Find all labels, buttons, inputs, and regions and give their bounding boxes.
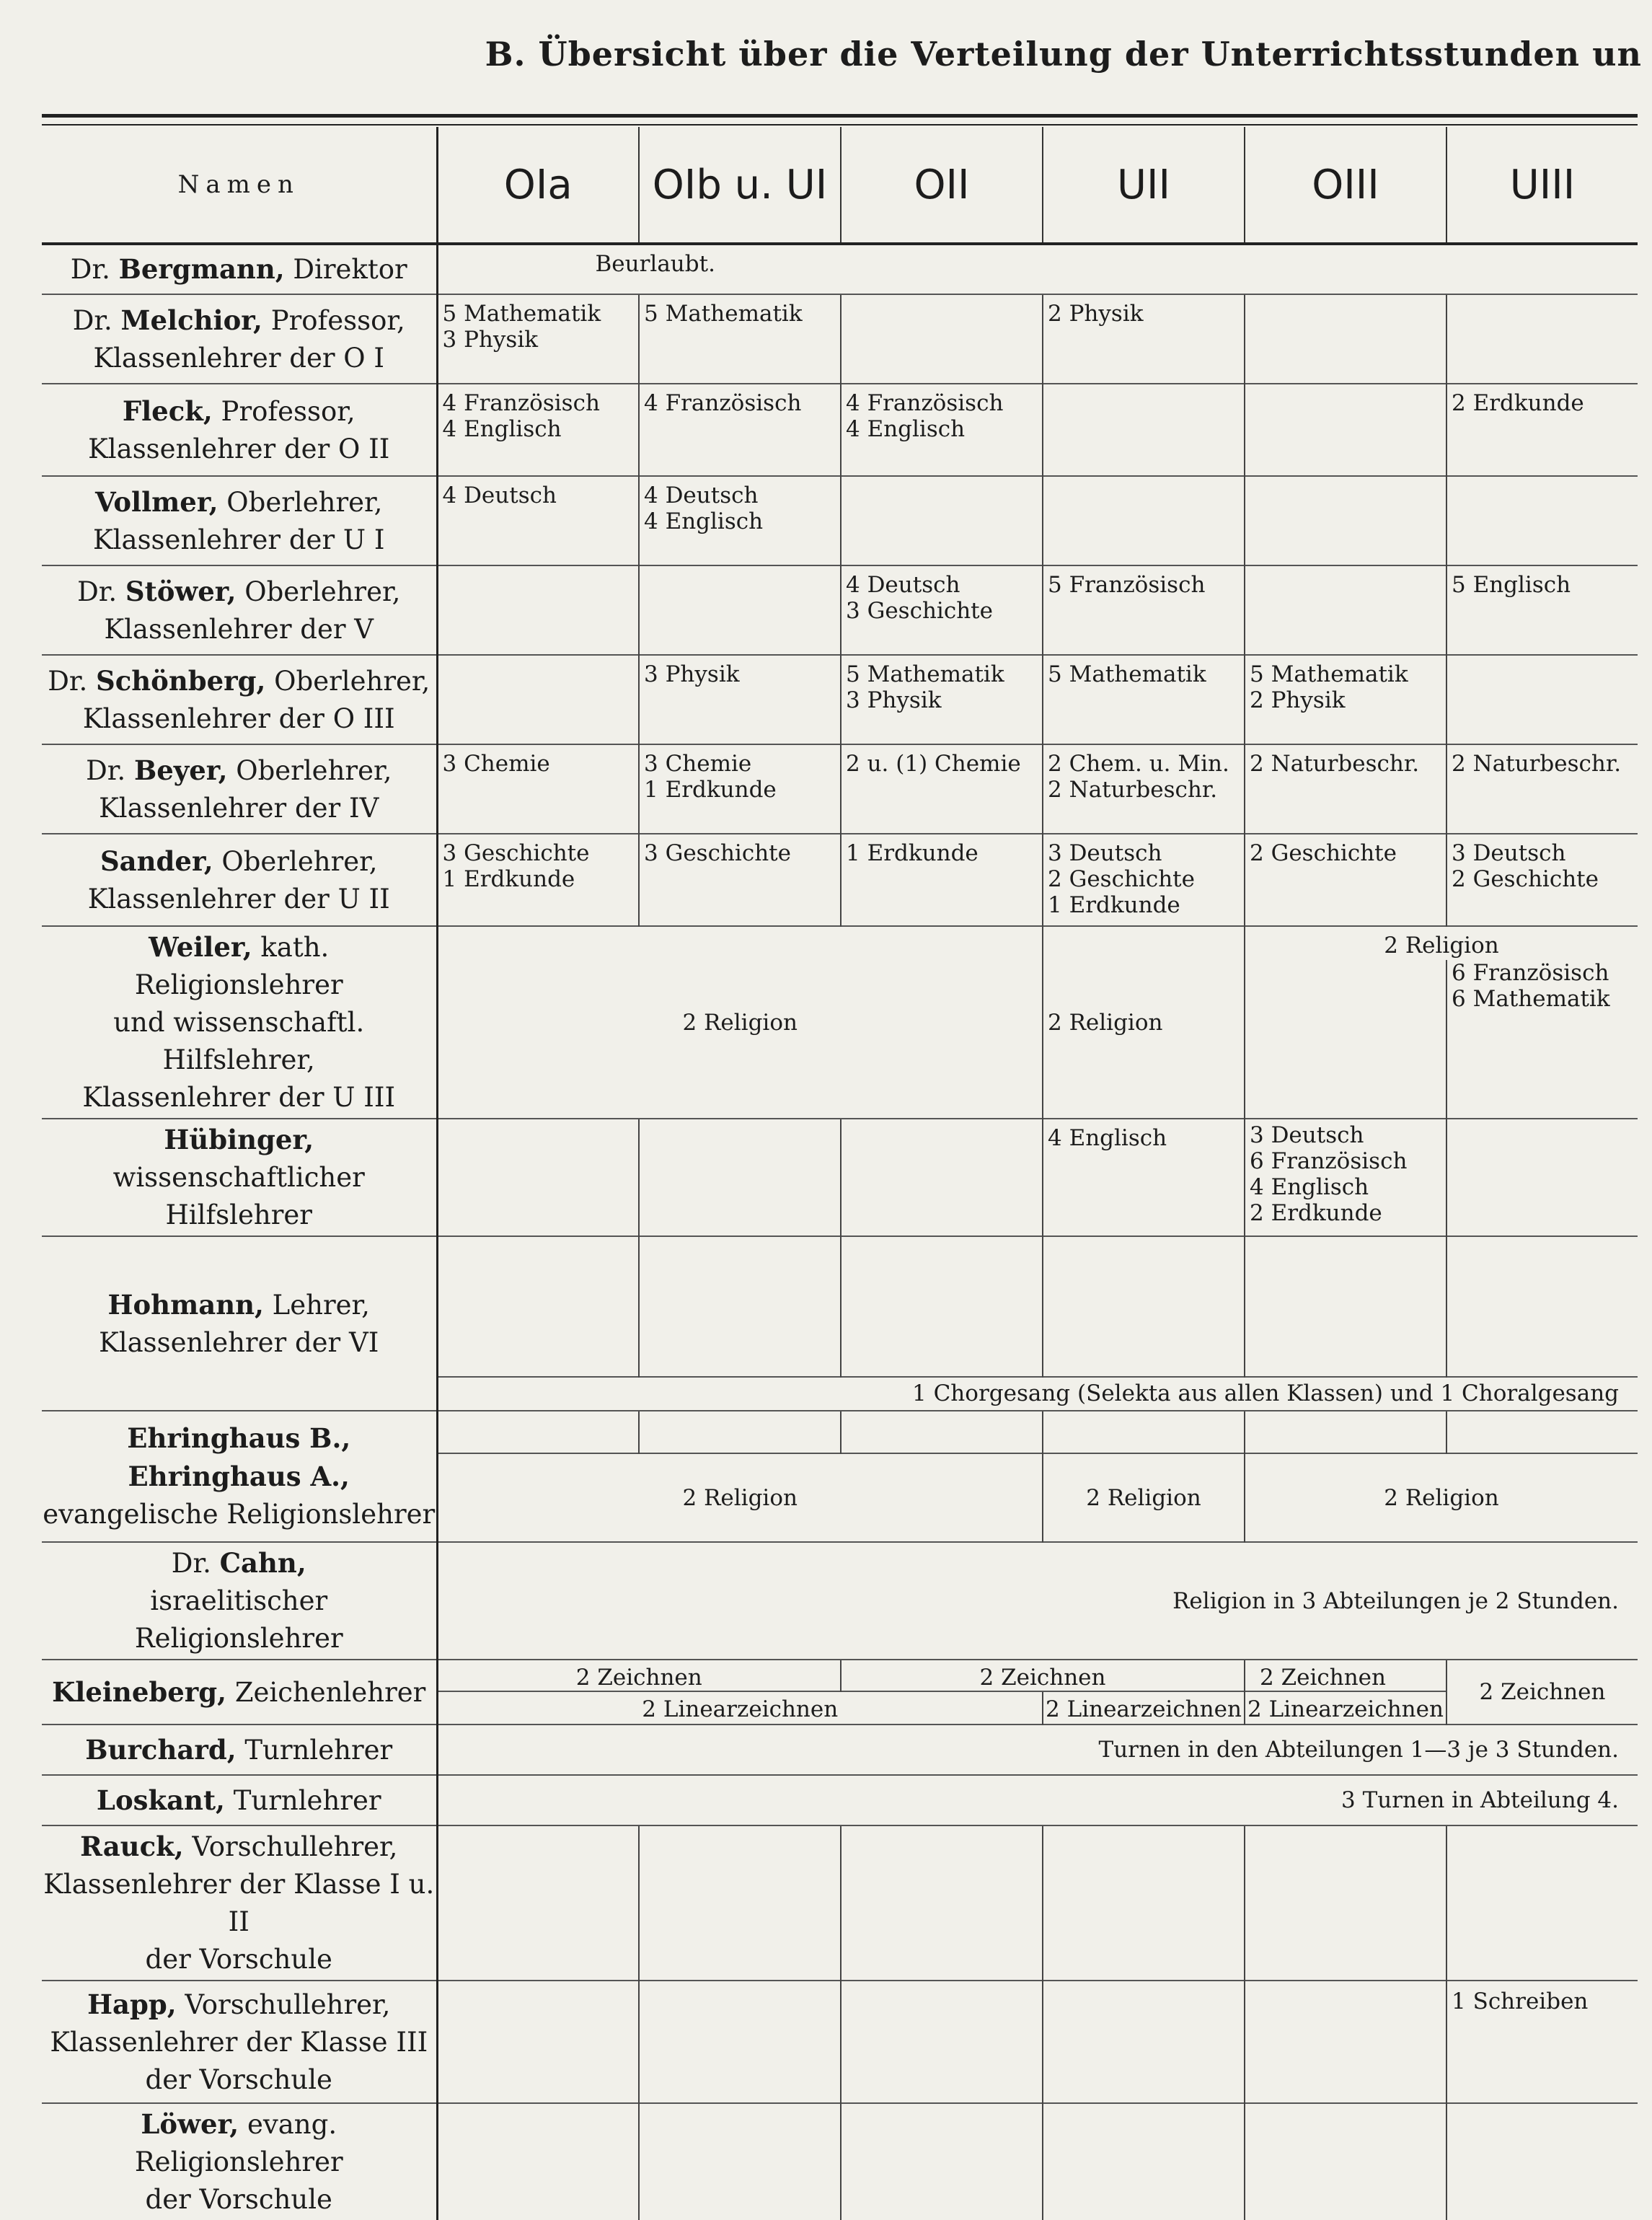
table-row [42, 1542, 1638, 1660]
cell-oia [437, 655, 639, 744]
cell-oib [639, 1981, 841, 2103]
ehringhaus-religion-oia-oii: 2 Religion [437, 1453, 1043, 1542]
teacher-surname: Rauck, [80, 1831, 184, 1862]
cell-oii [841, 1825, 1043, 1981]
ehringhaus-religion-uii: 2 Religion [1043, 1453, 1245, 1542]
teacher-surname: Stöwer, [125, 575, 237, 607]
teacher-loewer: Löwer, evang. Religionslehrer der Vorschule [42, 2103, 437, 2220]
cell-oia: 3 Chemie [437, 744, 639, 834]
cell-uii [1043, 476, 1245, 565]
cell-oii [841, 1119, 1043, 1236]
cell-oia [437, 1411, 639, 1453]
table-row [42, 1411, 1638, 1453]
cahn-religion: Religion in 3 Abteilungen je 2 Stunden. [437, 1542, 1638, 1660]
table-row [42, 1119, 1638, 1236]
teacher-surname: Hohmann, [107, 1288, 264, 1321]
cell-uiii [1446, 1119, 1638, 1236]
cell-uiii: 5 Englisch [1446, 565, 1638, 655]
cell-oiii [1245, 565, 1446, 655]
cell-oia [437, 1981, 639, 2103]
teacher-ehringhaus: Ehringhaus B., Ehringhaus A., evangelische Religionslehrer [42, 1411, 437, 1542]
cell-uiii [1446, 1236, 1638, 1377]
page-title: B. Übersicht über die Verteilung der Unterrichtsstunden un [485, 35, 1642, 74]
teacher-fleck: Fleck, Professor, Klassenlehrer der O II [42, 384, 437, 476]
cell-oib: 3 Geschichte [639, 834, 841, 926]
cell-uiii: 2 Naturbeschr. [1446, 744, 1638, 834]
teacher-rauck: Rauck, Vorschullehrer, Klassenlehrer der Klasse I u. II der Vorschule [42, 1825, 437, 1981]
teacher-kleineberg: Kleineberg, Zeichenlehrer [42, 1660, 437, 1725]
table-row [42, 1981, 1638, 2103]
kleineberg-linearzeichnen-1: 2 Linearzeichnen [437, 1691, 1043, 1725]
cell-uiii [1446, 1825, 1638, 1981]
cell-oib: 4 Deutsch 4 Englisch [639, 476, 841, 565]
cell-uiii: 2 Erdkunde [1446, 384, 1638, 476]
table-row [42, 1825, 1638, 1981]
teacher-surname: Beyer, [133, 754, 228, 786]
schedule-table [42, 127, 1638, 2220]
cell-oiii [1245, 1981, 1446, 2103]
cell-uii [1043, 384, 1245, 476]
teacher-surname: Hübinger, [164, 1124, 314, 1155]
teacher-hohmann: Hohmann, Lehrer, Klassenlehrer der VI [42, 1236, 437, 1411]
teacher-surname: Cahn, [219, 1547, 306, 1579]
bergmann-note: Beurlaubt. [595, 251, 715, 277]
cell-oib [639, 1825, 841, 1981]
teacher-beyer: Dr. Beyer, Oberlehrer, Klassenlehrer der IV [42, 744, 437, 834]
cell-oiii [1245, 476, 1446, 565]
class-header-uii: UII [1043, 127, 1245, 244]
teacher-burchard: Burchard, Turnlehrer [42, 1725, 437, 1775]
teacher-surname: Bergmann, [118, 253, 285, 285]
cell-oib [639, 1119, 841, 1236]
cell-oib [639, 1411, 841, 1453]
teacher-surname: Löwer, [141, 2108, 239, 2140]
cell-oib: 4 Französisch [639, 384, 841, 476]
cell-oiii [1245, 960, 1446, 1119]
hohmann-chorgesang: 1 Chorgesang (Selekta aus allen Klassen) und 1 Choralgesang [437, 1377, 1638, 1411]
class-header-oib-ui: OIb u. UI [639, 127, 841, 244]
table-row [42, 294, 1638, 384]
table-row [42, 1660, 1638, 1691]
cell-oiii [1245, 2103, 1446, 2220]
teacher-bergmann: Dr. Bergmann, Direktor [42, 244, 437, 294]
cell-uiii [1446, 2103, 1638, 2220]
kleineberg-linearzeichnen-3: 2 Linearzeichnen [1245, 1691, 1446, 1725]
burchard-turnen: Turnen in den Abteilungen 1—3 je 3 Stunden. [437, 1725, 1638, 1775]
cell-oib [639, 2103, 841, 2220]
cell-oii: 2 u. (1) Chemie [841, 744, 1043, 834]
teacher-sander: Sander, Oberlehrer, Klassenlehrer der U II [42, 834, 437, 926]
table-row [42, 476, 1638, 565]
teacher-surname: Weiler, [149, 931, 252, 963]
cell-oiii: 5 Mathematik 2 Physik [1245, 655, 1446, 744]
teacher-loskant: Loskant, Turnlehrer [42, 1775, 437, 1825]
header-row [42, 127, 1638, 244]
class-header-oiii: OIII [1245, 127, 1446, 244]
cell-uiii: 6 Französisch 6 Mathematik [1446, 960, 1638, 1119]
teacher-stoewer: Dr. Stöwer, Oberlehrer, Klassenlehrer der V [42, 565, 437, 655]
cell-oib: 3 Chemie 1 Erdkunde [639, 744, 841, 834]
cell-uiii [1446, 294, 1638, 384]
table-row [42, 244, 1638, 294]
kleineberg-linearzeichnen-2: 2 Linearzeichnen [1043, 1691, 1245, 1725]
loskant-turnen: 3 Turnen in Abteilung 4. [437, 1775, 1638, 1825]
names-column-header: Namen [42, 127, 437, 244]
cell-oia: 5 Mathematik 3 Physik [437, 294, 639, 384]
cell-uiii [1446, 476, 1638, 565]
kleineberg-zeichnen-2: 2 Zeichnen [841, 1660, 1245, 1691]
teacher-weiler: Weiler, kath. Religionslehrer und wissenschaftl. Hilfslehrer, Klassenlehrer der U III [42, 926, 437, 1119]
cell-oiii: 3 Deutsch 6 Französisch 4 Englisch 2 Erdkunde [1245, 1119, 1446, 1236]
teacher-surname: Loskant, [96, 1784, 225, 1816]
table-row [42, 565, 1638, 655]
cell-oib [639, 565, 841, 655]
table-row [42, 834, 1638, 926]
cell-uii: 4 Englisch [1043, 1119, 1245, 1236]
cell-uii: 5 Französisch [1043, 565, 1245, 655]
table-row [42, 1725, 1638, 1775]
cell-oia: 4 Französisch 4 Englisch [437, 384, 639, 476]
cell-oib [639, 1236, 841, 1377]
ehringhaus-religion-oiii-uiii: 2 Religion [1245, 1453, 1638, 1542]
teacher-vollmer: Vollmer, Oberlehrer, Klassenlehrer der U I [42, 476, 437, 565]
weiler-religion-oiii-uiii: 2 Religion [1245, 926, 1638, 960]
cell-oib: 5 Mathematik [639, 294, 841, 384]
cell-oii [841, 294, 1043, 384]
cell-uii [1043, 1981, 1245, 2103]
cell-oia [437, 565, 639, 655]
cell-oii [841, 1236, 1043, 1377]
weiler-religion-uii: 2 Religion [1043, 926, 1245, 1119]
table-row [42, 1775, 1638, 1825]
cell-uii: 3 Deutsch 2 Geschichte 1 Erdkunde [1043, 834, 1245, 926]
weiler-religion-oia-oii: 2 Religion [437, 926, 1043, 1119]
cell-uii: 2 Physik [1043, 294, 1245, 384]
cell-oii [841, 476, 1043, 565]
cell-uii [1043, 1825, 1245, 1981]
cell-oiii [1245, 1411, 1446, 1453]
cell-uiii: 3 Deutsch 2 Geschichte [1446, 834, 1638, 926]
table-row [42, 744, 1638, 834]
cell-uii [1043, 2103, 1245, 2220]
cell-uii [1043, 1411, 1245, 1453]
teacher-surname: Sander, [100, 845, 213, 877]
teacher-surname: Ehringhaus B., [127, 1422, 351, 1454]
cell-oii [841, 1411, 1043, 1453]
teacher-melchior: Dr. Melchior, Professor, Klassenlehrer der O I [42, 294, 437, 384]
cell-uii [1043, 1236, 1245, 1377]
kleineberg-zeichnen-1: 2 Zeichnen [437, 1660, 841, 1691]
header-rule-thin [42, 124, 1638, 125]
bergmann-note-cell [437, 244, 1638, 294]
cell-uii: 5 Mathematik [1043, 655, 1245, 744]
table-row [42, 384, 1638, 476]
cell-uiii: 1 Schreiben [1446, 1981, 1638, 2103]
teacher-cahn: Dr. Cahn, israelitischer Religionslehrer [42, 1542, 437, 1660]
cell-oiii [1245, 384, 1446, 476]
class-header-oia: OIa [437, 127, 639, 244]
teacher-surname: Vollmer, [95, 485, 218, 518]
table-row [42, 1236, 1638, 1377]
kleineberg-zeichnen-3: 2 Zeichnen [1245, 1660, 1446, 1691]
teacher-huebinger: Hübinger, wissenschaftlicher Hilfslehrer [42, 1119, 437, 1236]
table-row [42, 926, 1638, 960]
teacher-schoenberg: Dr. Schönberg, Oberlehrer, Klassenlehrer der O III [42, 655, 437, 744]
class-header-uiii: UIII [1446, 127, 1638, 244]
cell-oia: 4 Deutsch [437, 476, 639, 565]
teacher-surname: Melchior, [120, 304, 262, 336]
kleineberg-zeichnen-4: 2 Zeichnen [1446, 1660, 1638, 1725]
cell-uii: 2 Chem. u. Min. 2 Naturbeschr. [1043, 744, 1245, 834]
cell-oia [437, 1119, 639, 1236]
cell-oia: 3 Geschichte 1 Erdkunde [437, 834, 639, 926]
cell-uiii [1446, 1411, 1638, 1453]
cell-oii [841, 1981, 1043, 2103]
cell-oiii: 2 Geschichte [1245, 834, 1446, 926]
cell-oiii [1245, 1825, 1446, 1981]
cell-oii: 4 Französisch 4 Englisch [841, 384, 1043, 476]
table-row [42, 2103, 1638, 2220]
teacher-happ: Happ, Vorschullehrer, Klassenlehrer der Klasse III der Vorschule [42, 1981, 437, 2103]
cell-oii: 1 Erdkunde [841, 834, 1043, 926]
teacher-surname: Burchard, [85, 1733, 237, 1766]
cell-oia [437, 1825, 639, 1981]
teacher-surname: Happ, [87, 1988, 177, 2020]
table-row [42, 655, 1638, 744]
header-rule-thick [42, 114, 1638, 118]
teacher-surname: Schönberg, [96, 664, 266, 697]
cell-uiii [1446, 655, 1638, 744]
cell-oiii: 2 Naturbeschr. [1245, 744, 1446, 834]
cell-oib: 3 Physik [639, 655, 841, 744]
cell-oiii [1245, 294, 1446, 384]
teacher-surname: Kleineberg, [52, 1675, 227, 1708]
cell-oiii [1245, 1236, 1446, 1377]
teacher-surname: Ehringhaus A., [128, 1461, 350, 1492]
teacher-surname: Fleck, [122, 395, 213, 427]
cell-oii: 5 Mathematik 3 Physik [841, 655, 1043, 744]
cell-oia [437, 2103, 639, 2220]
cell-oia [437, 1236, 639, 1377]
cell-oii [841, 2103, 1043, 2220]
class-header-oii: OII [841, 127, 1043, 244]
cell-oii: 4 Deutsch 3 Geschichte [841, 565, 1043, 655]
